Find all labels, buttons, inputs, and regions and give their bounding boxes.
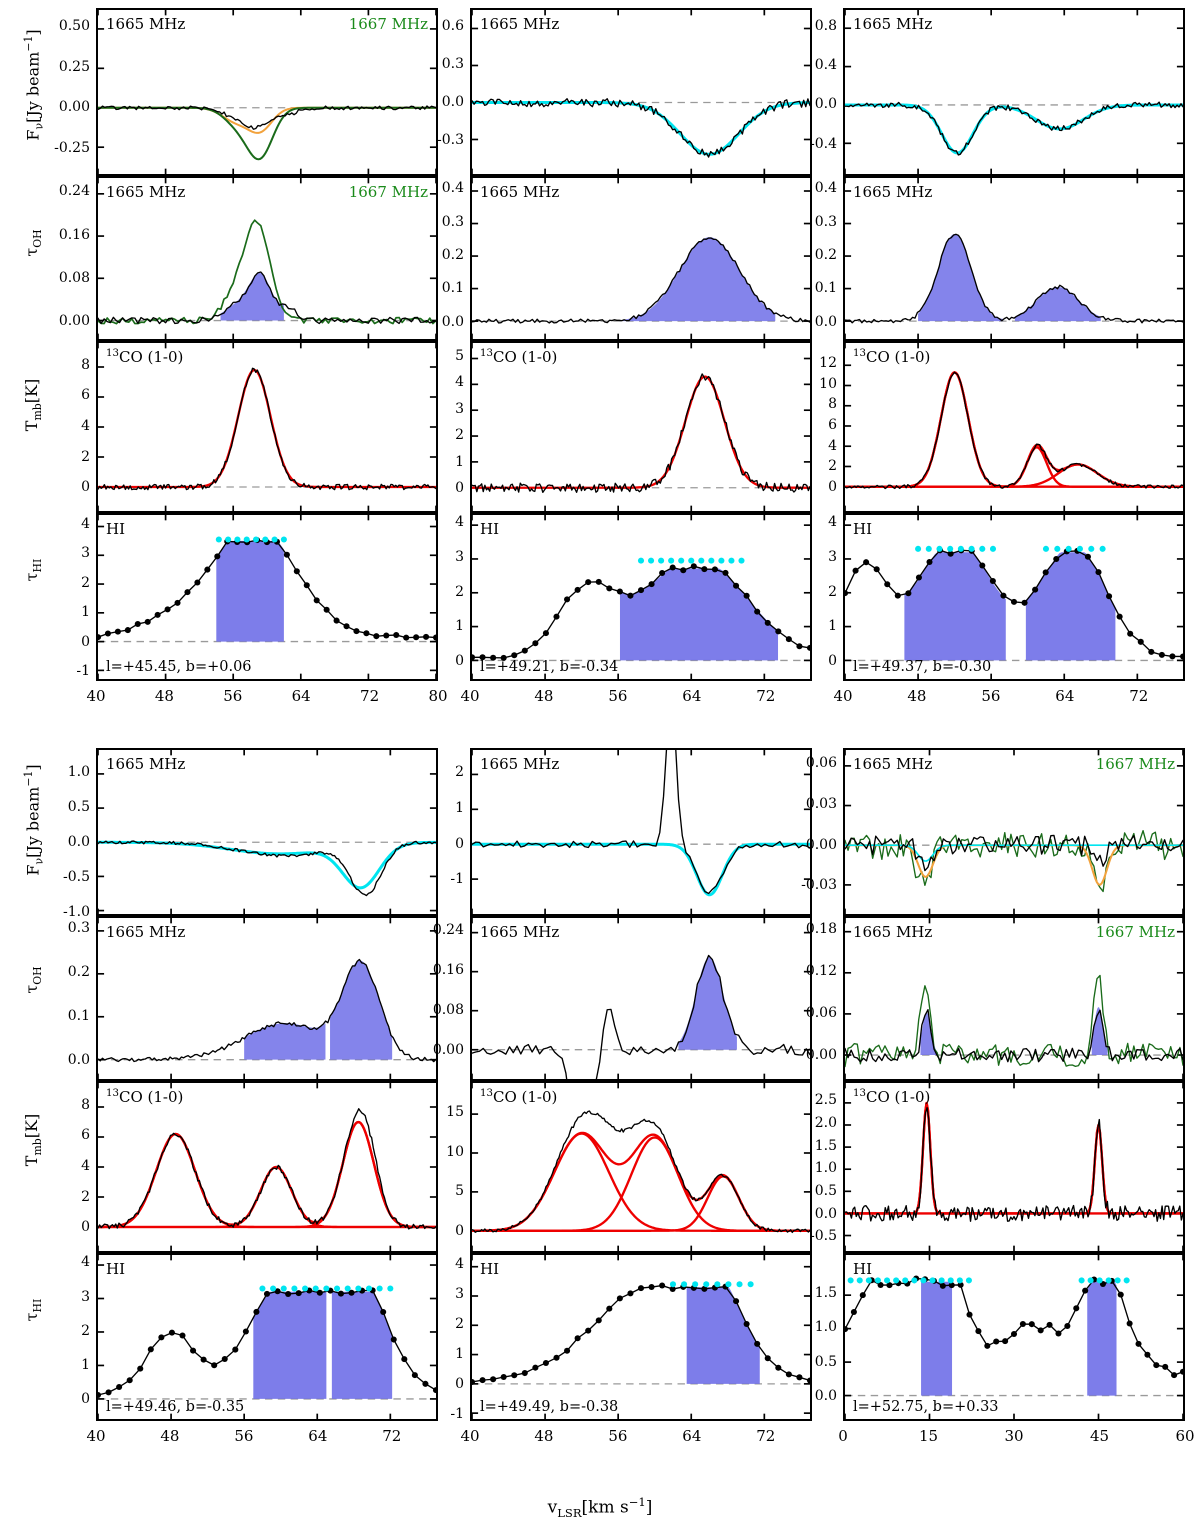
sightline-coordinates: l=+49.37, b=-0.30 — [853, 659, 992, 675]
plot-panel-col1-tmb — [96, 341, 438, 513]
plot-panel-col2-tau_oh — [470, 176, 812, 341]
ytick-label: 0.0 — [441, 313, 464, 330]
ytick-label: 0.5 — [814, 1353, 837, 1370]
panel-label-main: 1665 MHz — [853, 15, 933, 33]
ylabel-tauoh-bottom: $\tau_{OH}$ — [22, 966, 45, 994]
ytick-label: 1 — [828, 618, 837, 635]
plot-panel-col5-tmb — [470, 1081, 812, 1253]
xtick-label: 64 — [1055, 687, 1075, 705]
panel-label-main: HI — [106, 1260, 126, 1278]
ytick-label: 6 — [828, 416, 837, 433]
ytick-label: 0.00 — [58, 99, 90, 116]
panel-label-main: 1665 MHz — [853, 755, 933, 773]
plot-panel-col3-tau_oh — [843, 176, 1185, 341]
ytick-label: 0.00 — [805, 1047, 837, 1064]
ytick-label: -1 — [450, 871, 464, 888]
xtick-label: 64 — [682, 1427, 702, 1445]
panel-label-main: 1665 MHz — [106, 183, 186, 201]
xtick-label: 40 — [833, 687, 853, 705]
ytick-label: 0.25 — [58, 58, 90, 75]
ytick-label: 0.3 — [441, 213, 464, 230]
xtick-label: 45 — [1089, 1427, 1110, 1445]
ytick-label: 2 — [455, 583, 464, 600]
ytick-label: 4 — [828, 437, 837, 454]
ytick-label: 3 — [81, 545, 90, 562]
ytick-label: 2 — [455, 1316, 464, 1332]
plot-panel-col5-tau_oh — [470, 916, 812, 1081]
panel-label-main: 1665 MHz — [480, 923, 560, 941]
ytick-label: -0.03 — [801, 877, 837, 894]
ytick-label: 0.1 — [814, 280, 837, 297]
panel-label-main: HI — [480, 1260, 500, 1278]
ytick-label: 0 — [81, 1219, 90, 1236]
ytick-label: 3 — [455, 1286, 464, 1302]
ytick-label: 0.3 — [814, 213, 837, 230]
panel-label-main: $^{13}$CO (1-0) — [106, 1088, 184, 1106]
panel-label-main: 1665 MHz — [480, 183, 560, 201]
ytick-label: 4 — [828, 514, 837, 531]
panel-label-main: HI — [853, 1260, 873, 1278]
ytick-label: -0.25 — [54, 139, 90, 156]
ytick-label: 0 — [455, 835, 464, 852]
ytick-label: 0.50 — [58, 18, 90, 35]
ytick-label: 4 — [81, 418, 90, 434]
xtick-label: 15 — [918, 1427, 939, 1445]
plot-panel-col4-tau_hi — [96, 1253, 438, 1421]
ytick-label: 4 — [81, 1254, 90, 1271]
plot-panel-col3-tmb — [843, 341, 1185, 513]
ytick-label: 0.18 — [805, 921, 837, 938]
ytick-label: -1 — [76, 663, 90, 680]
ytick-label: 0.00 — [432, 1042, 464, 1058]
ytick-label: 2.5 — [814, 1092, 837, 1109]
ytick-label: 0.5 — [67, 798, 90, 815]
ylabel-tmb-top: $T_{mb}[K]$ — [22, 378, 45, 432]
sightline-coordinates: l=+49.21, b=-0.34 — [480, 659, 619, 675]
xtick-label: 48 — [534, 1427, 554, 1445]
panel-label-main: $^{13}$CO (1-0) — [106, 348, 184, 366]
ytick-label: 15 — [446, 1103, 464, 1120]
ytick-label: 1 — [455, 1346, 464, 1362]
ytick-label: 0.6 — [441, 17, 464, 34]
ytick-label: 0.4 — [814, 180, 837, 197]
xtick-label: 48 — [534, 687, 554, 705]
ytick-label: 0.3 — [441, 55, 464, 72]
ytick-label: 0.24 — [58, 183, 90, 200]
ylabel-tauhi-top: $\tau_{HI}$ — [22, 558, 45, 582]
ytick-label: 0.5 — [814, 1182, 837, 1199]
plot-panel-col6-tau_hi — [843, 1253, 1185, 1421]
xtick-label: 30 — [1004, 1427, 1024, 1445]
ytick-label: 2 — [828, 583, 837, 600]
xtick-label: 72 — [360, 687, 380, 705]
ytick-label: 3 — [828, 549, 837, 566]
plot-panel-col6-flux — [843, 748, 1185, 916]
ytick-label: 4 — [455, 514, 464, 531]
ytick-label: 0.2 — [814, 247, 837, 263]
ytick-label: 8 — [828, 396, 837, 413]
sightline-coordinates: l=+52.75, b=+0.33 — [853, 1399, 999, 1415]
xtick-label: 40 — [460, 687, 480, 705]
plot-panel-col1-flux — [96, 8, 438, 176]
ytick-label: 0.08 — [58, 269, 90, 286]
ytick-label: 0.0 — [814, 313, 837, 330]
ytick-label: 10 — [819, 375, 837, 392]
ylabel-tauoh-top: $\tau_{OH}$ — [22, 229, 45, 257]
ytick-label: 1.0 — [814, 1160, 837, 1177]
xtick-label: 48 — [154, 687, 174, 705]
panel-label-main: 1665 MHz — [480, 15, 560, 33]
ytick-label: 0.8 — [814, 17, 837, 34]
ytick-label: 0.4 — [814, 56, 837, 73]
xtick-label: 64 — [308, 1427, 328, 1445]
xtick-label: 56 — [234, 1427, 254, 1445]
panel-label-main: $^{13}$CO (1-0) — [480, 1088, 558, 1106]
panel-label-main: 1665 MHz — [853, 183, 933, 201]
ytick-label: 0.0 — [814, 1205, 837, 1222]
ytick-label: 0.1 — [67, 1008, 90, 1025]
panel-label-main: HI — [853, 520, 873, 538]
ytick-label: 2 — [455, 427, 464, 444]
ytick-label: -0.5 — [810, 1228, 837, 1245]
panel-label-1667: 1667 MHz — [1095, 755, 1175, 773]
ytick-label: 0.0 — [814, 1388, 837, 1404]
ytick-label: 2.0 — [814, 1115, 837, 1131]
xtick-label: 48 — [160, 1427, 180, 1445]
ytick-label: 4 — [455, 1256, 464, 1272]
xaxis-label: $v_{LSR}[km$ $s^{-1}$] — [547, 1495, 653, 1521]
ytick-label: 0.0 — [67, 1052, 90, 1069]
ytick-label: 5 — [455, 347, 464, 364]
sightline-coordinates: l=+49.49, b=-0.38 — [480, 1399, 619, 1415]
ytick-label: 0.0 — [814, 96, 837, 113]
panel-label-main: HI — [480, 520, 500, 538]
plot-panel-col2-flux — [470, 8, 812, 176]
ytick-label: 2 — [81, 1322, 90, 1339]
xtick-label: 40 — [460, 1427, 480, 1445]
xtick-label: 48 — [907, 687, 927, 705]
ytick-label: 1 — [81, 1357, 90, 1374]
ytick-label: 0.16 — [58, 226, 90, 243]
xtick-label: 60 — [1175, 1427, 1195, 1445]
xtick-label: 72 — [756, 1427, 776, 1445]
ytick-label: 1.0 — [67, 763, 90, 780]
plot-panel-col1-tau_hi — [96, 513, 438, 681]
plot-panel-col3-flux — [843, 8, 1185, 176]
plot-panel-col6-tau_oh — [843, 916, 1185, 1081]
ytick-label: 0 — [81, 633, 90, 650]
ytick-label: 2 — [81, 1188, 90, 1205]
panel-label-main: $^{13}$CO (1-0) — [480, 348, 558, 366]
ytick-label: 0 — [81, 479, 90, 496]
ytick-label: 2 — [455, 764, 464, 781]
xtick-label: 40 — [86, 1427, 106, 1445]
plot-panel-col4-flux — [96, 748, 438, 916]
ytick-label: 2 — [828, 458, 837, 475]
plot-panel-col3-tau_hi — [843, 513, 1185, 681]
sightline-coordinates: l=+45.45, b=+0.06 — [106, 659, 252, 675]
ytick-label: 0 — [828, 652, 837, 669]
ytick-label: 1 — [81, 604, 90, 621]
ytick-label: 5 — [455, 1183, 464, 1200]
plot-panel-col6-tmb — [843, 1081, 1185, 1253]
ytick-label: 0.2 — [441, 247, 464, 263]
ytick-label: 0.2 — [67, 964, 90, 981]
ytick-label: 0.1 — [441, 280, 464, 297]
plot-panel-col4-tmb — [96, 1081, 438, 1253]
ytick-label: 0.00 — [805, 836, 837, 853]
ytick-label: -0.4 — [810, 135, 837, 152]
ytick-label: 2 — [81, 448, 90, 465]
ytick-label: 0 — [455, 652, 464, 669]
plot-panel-col1-tau_oh — [96, 176, 438, 341]
ytick-label: 6 — [81, 1127, 90, 1144]
xtick-label: 40 — [86, 687, 106, 705]
ytick-label: 0 — [455, 1223, 464, 1240]
ytick-label: 8 — [81, 1096, 90, 1113]
ytick-label: 0.06 — [805, 1005, 837, 1022]
ytick-label: 8 — [81, 356, 90, 373]
ytick-label: 0.3 — [67, 920, 90, 937]
panel-label-main: 1665 MHz — [853, 923, 933, 941]
ytick-label: 4 — [81, 515, 90, 532]
ytick-label: 4 — [455, 374, 464, 391]
ytick-label: 4 — [81, 1158, 90, 1174]
xtick-label: 56 — [223, 687, 243, 705]
ytick-label: 0 — [455, 480, 464, 497]
xtick-label: 64 — [682, 687, 702, 705]
ytick-label: 0.06 — [805, 755, 837, 772]
ytick-label: 0.00 — [58, 313, 90, 330]
panel-label-1667: 1667 MHz — [348, 183, 428, 201]
ytick-label: 1.5 — [814, 1285, 837, 1302]
ytick-label: 1 — [455, 453, 464, 470]
ytick-label: 0.0 — [441, 93, 464, 110]
panel-label-main: $^{13}$CO (1-0) — [853, 1088, 931, 1106]
panel-label-main: HI — [106, 520, 126, 538]
xtick-label: 80 — [428, 687, 448, 705]
ytick-label: -1 — [450, 1406, 464, 1422]
ytick-label: 0.0 — [67, 833, 90, 850]
ylabel-flux-top: $F_\nu[Jy$ beam$^{-1}$] — [22, 29, 46, 141]
plot-panel-col2-tau_hi — [470, 513, 812, 681]
ytick-label: 0.16 — [432, 962, 464, 978]
xtick-label: 56 — [981, 687, 1001, 705]
ytick-label: 2 — [81, 574, 90, 591]
panel-label-main: 1665 MHz — [106, 923, 186, 941]
plot-panel-col5-tau_hi — [470, 1253, 812, 1421]
ytick-label: 6 — [81, 387, 90, 404]
ytick-label: 1.0 — [814, 1319, 837, 1336]
xtick-label: 72 — [1129, 687, 1149, 705]
ytick-label: 0 — [81, 1391, 90, 1408]
ytick-label: -0.5 — [63, 868, 90, 885]
xtick-label: 56 — [608, 1427, 628, 1445]
ytick-label: 1 — [455, 799, 464, 816]
sightline-coordinates: l=+49.46, b=-0.35 — [106, 1399, 245, 1415]
xtick-label: 0 — [838, 1427, 848, 1445]
ytick-label: 0 — [455, 1376, 464, 1392]
ytick-label: 0.12 — [805, 963, 837, 980]
xtick-label: 72 — [756, 687, 776, 705]
ylabel-tmb-bottom: $T_{mb}[K]$ — [22, 1113, 45, 1167]
xtick-label: 64 — [291, 687, 311, 705]
panel-label-main: 1665 MHz — [480, 755, 560, 773]
ytick-label: 0.08 — [432, 1002, 464, 1018]
ytick-label: 3 — [455, 549, 464, 566]
ytick-label: 0.24 — [432, 922, 464, 938]
ytick-label: 12 — [819, 354, 837, 371]
ylabel-flux-bottom: $F_\nu[Jy$ beam$^{-1}$] — [22, 764, 46, 876]
panel-label-main: 1665 MHz — [106, 755, 186, 773]
ylabel-tauhi-bottom: $\tau_{HI}$ — [22, 1298, 45, 1322]
ytick-label: 1 — [455, 618, 464, 635]
ytick-label: -0.3 — [437, 131, 464, 148]
ytick-label: 0.4 — [441, 180, 464, 197]
panel-label-main: 1665 MHz — [106, 15, 186, 33]
ytick-label: -1.0 — [63, 903, 90, 920]
plot-panel-col2-tmb — [470, 341, 812, 513]
ytick-label: 10 — [446, 1143, 464, 1160]
ytick-label: 3 — [455, 400, 464, 417]
xtick-label: 72 — [382, 1427, 402, 1445]
panel-label-1667: 1667 MHz — [1095, 923, 1175, 941]
xtick-label: 56 — [608, 687, 628, 705]
ytick-label: 1.5 — [814, 1137, 837, 1154]
plot-panel-col4-tau_oh — [96, 916, 438, 1081]
plot-panel-col5-flux — [470, 748, 812, 916]
panel-label-1667: 1667 MHz — [348, 15, 428, 33]
ytick-label: 0.03 — [805, 795, 837, 812]
panel-label-main: $^{13}$CO (1-0) — [853, 348, 931, 366]
ytick-label: 3 — [81, 1288, 90, 1305]
ytick-label: 0 — [828, 479, 837, 496]
